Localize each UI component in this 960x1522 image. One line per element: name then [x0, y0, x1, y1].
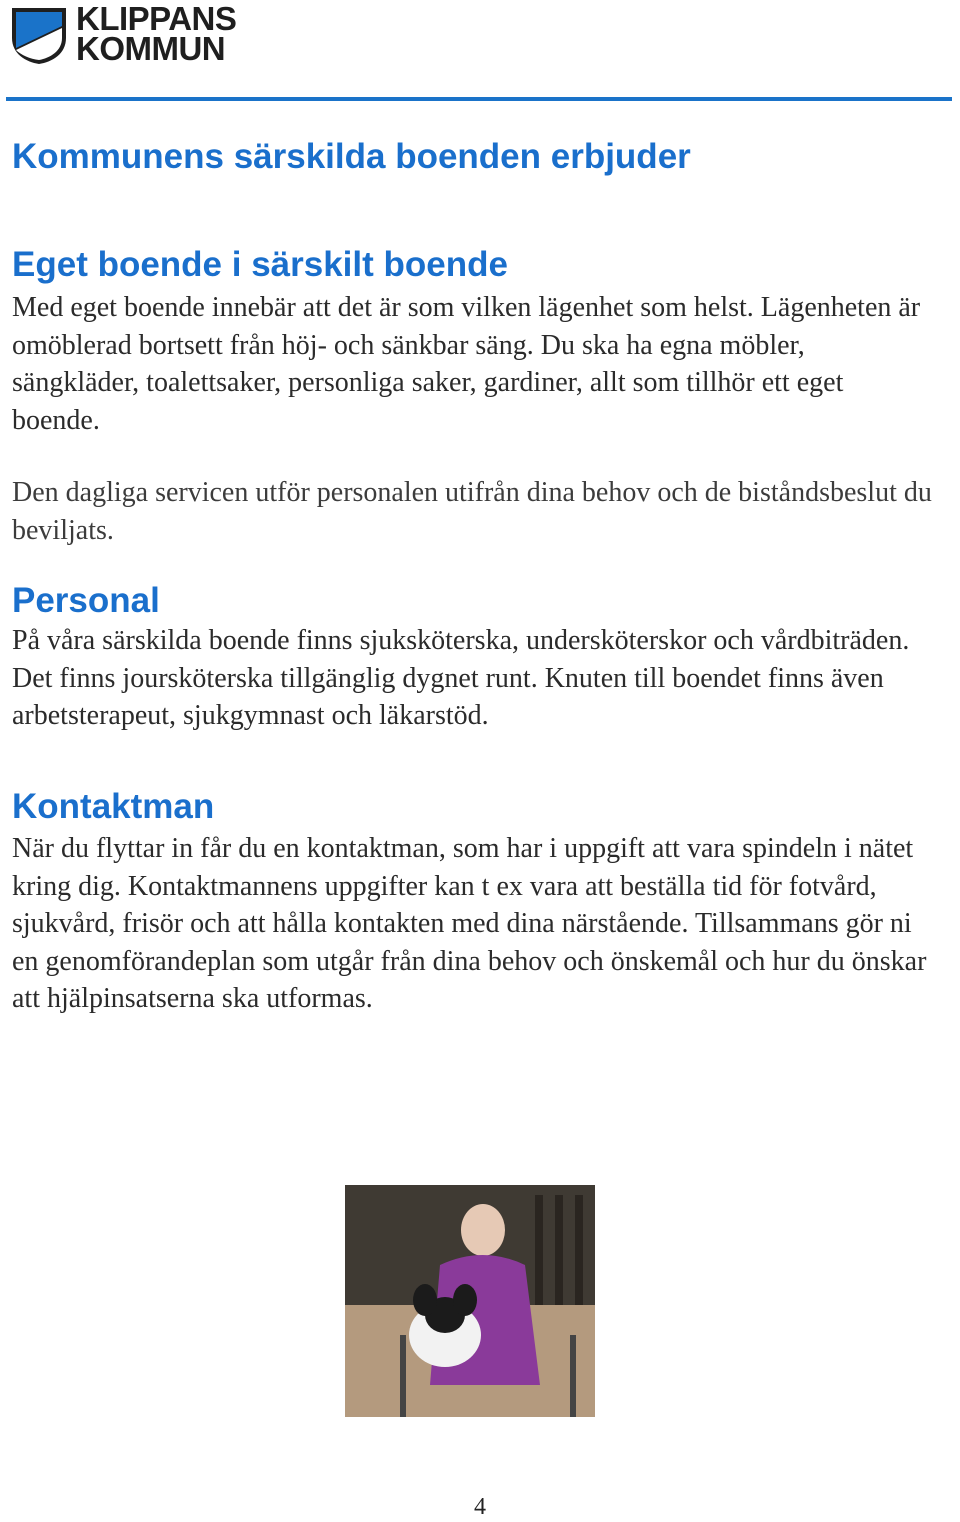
- page-number: 4: [474, 1494, 486, 1520]
- section-heading-kontaktman: Kontaktman: [12, 787, 215, 826]
- header-divider: [6, 97, 952, 101]
- paragraph-kontaktman: När du flyttar in får du en kontaktman, som har i uppgift att vara spindeln i nätet kring dig. Kontaktmannens uppgifter kan t ex vara att beställa tid för fotvård, sjukvård, frisör och att hålla kontakten med dina närstående. Tillsammans gör ni en genomförandeplan som utgår från dina behov och önskemål och hur du önskar att hjälpinsatserna ska utformas.: [12, 833, 927, 1014]
- logo-wordmark: KLIPPANS KOMMUN: [76, 0, 237, 67]
- klippan-logo: [8, 0, 238, 70]
- section-heading-personal: Personal: [12, 581, 160, 620]
- page-title: Kommunens särskilda boenden erbjuder: [12, 137, 691, 176]
- paragraph-personal: På våra särskilda boende finns sjuksköterska, undersköterskor och vårdbiträden. Det finns joursköterska tillgänglig dygnet runt. Knuten till boendet finns även arbetsterapeut, sjukgymnast och läkarstöd.: [12, 625, 910, 731]
- resident-with-dog-photo: [345, 1185, 595, 1417]
- paragraph-eget-boende-1: Med eget boende innebär att det är som vilken lägenhet som helst. Lägenheten är omöblerad bortsett från höj- och sänkbar säng. Du ska ha egna möbler, sängkläder, toalettsaker, personliga saker, gardiner, allt som tillhör ett eget boende.: [12, 292, 921, 436]
- coat-of-arms-icon: [8, 4, 70, 66]
- paragraph-eget-boende-2: Den dagliga servicen utför personalen utifrån dina behov och de biståndsbeslut du beviljats.: [12, 477, 932, 546]
- section-heading-eget-boende: Eget boende i särskilt boende: [12, 245, 508, 284]
